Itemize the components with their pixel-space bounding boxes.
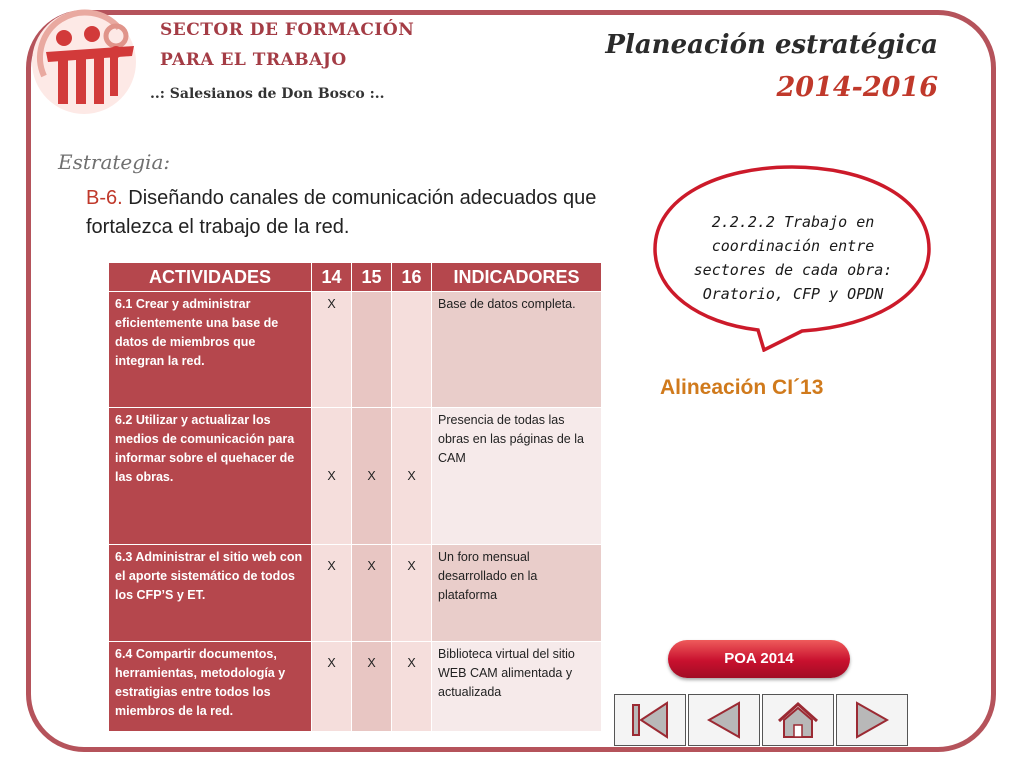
indicator-cell: Biblioteca virtual del sitio WEB CAM alimentada y actualizada (432, 642, 602, 732)
year-14-mark: X (312, 642, 352, 732)
activity-cell: 6.3 Administrar el sitio web con el aporte sistemático de todos los CFP’S y ET. (109, 545, 312, 642)
year-15-mark (352, 292, 392, 408)
year-15-mark: X (352, 642, 392, 732)
strategy-text: Diseñando canales de comunicación adecuados que fortalezca el trabajo de la red. (86, 187, 597, 238)
indicator-cell: Un foro mensual desarrollado en la plataforma (432, 545, 602, 642)
indicator-cell: Presencia de todas las obras en las páginas de la CAM (432, 408, 602, 545)
home-icon (763, 695, 833, 745)
year-16-mark (392, 292, 432, 408)
table-row (109, 408, 602, 545)
header-year-14: 14 (312, 263, 352, 292)
year-16-mark: X (392, 642, 432, 732)
header-year-15: 15 (352, 263, 392, 292)
year-16-mark: X (392, 408, 432, 545)
first-page-button[interactable] (614, 694, 686, 746)
year-15-mark: X (352, 545, 392, 642)
year-15-mark: X (352, 408, 392, 545)
home-button[interactable] (762, 694, 834, 746)
year-14-mark: X (312, 545, 352, 642)
navigation-bar (614, 694, 910, 746)
table-row (109, 292, 602, 408)
table-row (109, 545, 602, 642)
poa-2014-button[interactable]: POA 2014 (668, 640, 850, 678)
header-activities: ACTIVIDADES (109, 263, 312, 292)
previous-button[interactable] (688, 694, 760, 746)
org-name-line1: SECTOR DE FORMACIÓN (160, 20, 415, 40)
year-14-mark: X (312, 292, 352, 408)
activities-table (108, 262, 602, 732)
page-years: 2014-2016 (776, 72, 938, 103)
header-year-16: 16 (392, 263, 432, 292)
year-16-mark: X (392, 545, 432, 642)
activity-cell: 6.2 Utilizar y actualizar los medios de comunicación para informar sobre el quehacer de las obras. (109, 408, 312, 545)
previous-icon (689, 695, 759, 745)
activity-cell: 6.1 Crear y administrar eficientemente una base de datos de miembros que integran la red. (109, 292, 312, 408)
salesianos-logo (24, 6, 146, 116)
bubble-text: 2.2.2.2 Trabajo en coordinación entre sectores de cada obra: Oratorio, CFP y OPDN (693, 213, 893, 303)
strategy-label: Estrategia: (58, 150, 171, 174)
table-row (109, 642, 602, 732)
alignment-label: Alineación CI´13 (660, 376, 824, 399)
page-title: Planeación estratégica (605, 30, 938, 60)
indicator-cell: Base de datos completa. (432, 292, 602, 408)
table-header-row (109, 263, 602, 292)
strategy-statement (86, 184, 646, 242)
org-subtitle: ..: Salesianos de Don Bosco :.. (150, 86, 385, 102)
strategy-code: B-6. (86, 187, 123, 209)
next-icon (837, 695, 907, 745)
activity-cell: 6.4 Compartir documentos, herramientas, metodología y estratigias entre todos los miembros de la red. (109, 642, 312, 732)
next-button[interactable] (836, 694, 908, 746)
org-name-line2: PARA EL TRABAJO (160, 50, 347, 70)
header-indicators: INDICADORES (432, 263, 602, 292)
year-14-mark: X (312, 408, 352, 545)
first-page-icon (615, 695, 685, 745)
